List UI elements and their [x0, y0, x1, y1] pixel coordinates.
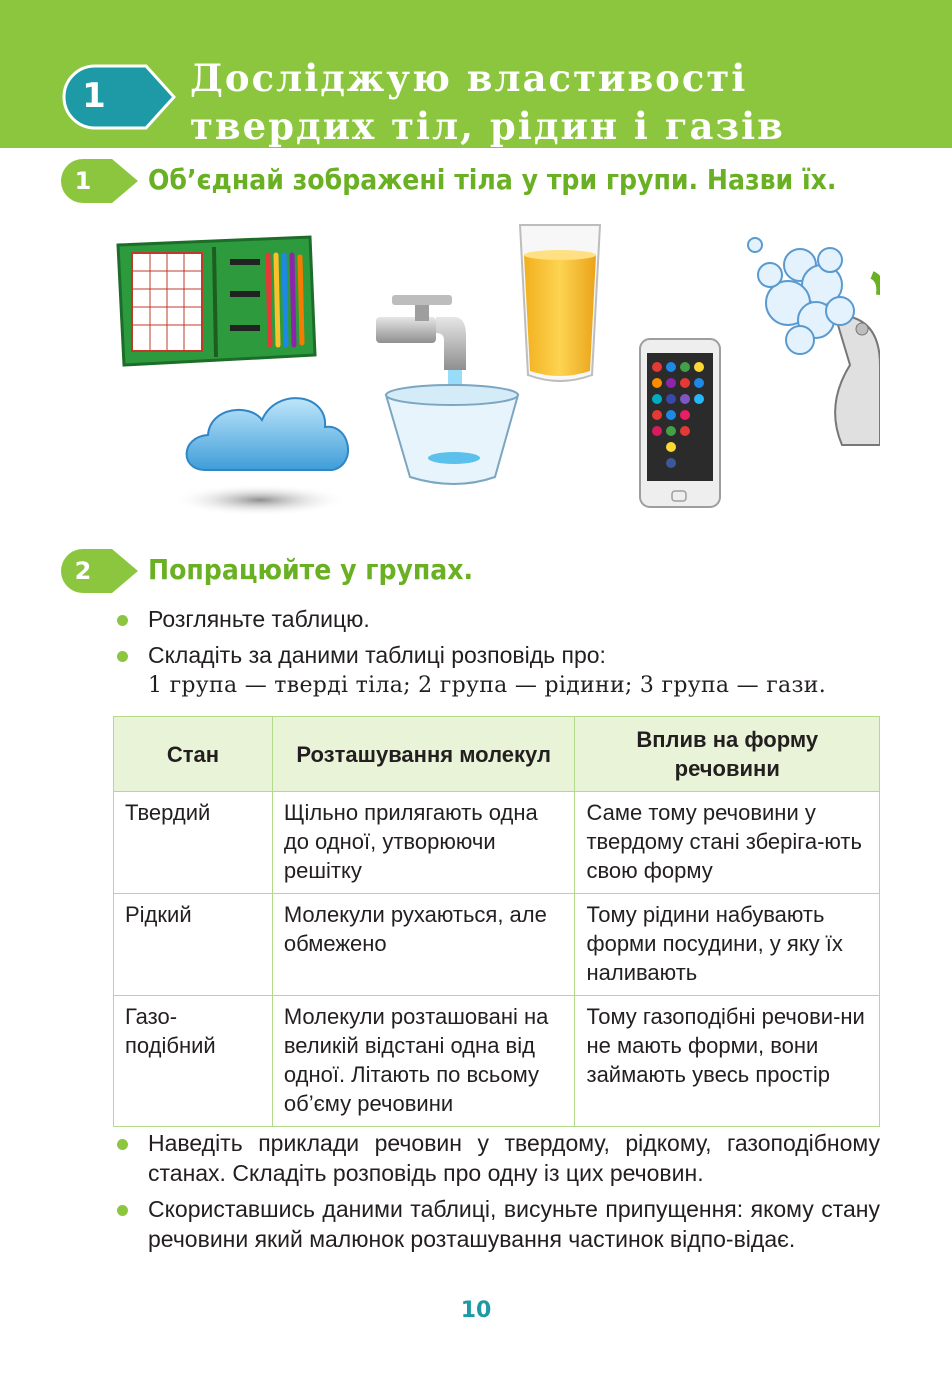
- lesson-title-line2: твердих тіл, рідин і газів: [190, 104, 785, 148]
- task-2-instructions: [115, 604, 880, 708]
- bullet-dot: [117, 1139, 128, 1150]
- cell-state: Газо-подібний: [114, 996, 273, 1127]
- cell-shape: Тому рідини набувають форми посудини, у яку їх наливають: [575, 894, 880, 996]
- bullet-dot: [117, 1205, 128, 1216]
- task-1-illustration: [110, 215, 880, 525]
- cell-molecules: Щільно прилягають одна до одної, утворюючи решітку: [272, 792, 575, 894]
- page-number: 10: [460, 1298, 492, 1323]
- pencil-case-picture: [118, 237, 315, 365]
- kettle-picture: [748, 238, 880, 445]
- task-2-number: 2: [74, 557, 92, 585]
- lesson-title: [190, 54, 930, 150]
- cell-state: Рідкий: [114, 894, 273, 996]
- column-header-molecules: Розташування молекул: [272, 717, 575, 792]
- instruction-item: [115, 1128, 880, 1188]
- lesson-header: [0, 0, 952, 148]
- task-1-heading: [60, 158, 860, 204]
- table-row: [114, 792, 880, 894]
- cell-molecules: Молекули рухаються, але обмежено: [272, 894, 575, 996]
- table-header-row: [114, 717, 880, 792]
- instruction-item: [115, 640, 880, 702]
- instruction-item: [115, 1194, 880, 1254]
- cell-shape: Саме тому речовини у твердому стані зберіга-ють свою форму: [575, 792, 880, 894]
- juice-glass-picture: [520, 225, 600, 381]
- task-2-heading: [60, 548, 560, 594]
- column-header-shape: Вплив на форму речовини: [575, 717, 880, 792]
- column-header-state: Стан: [114, 717, 273, 792]
- after-table-instructions: [115, 1128, 880, 1260]
- table-row: [114, 996, 880, 1127]
- instruction-text: Складіть за даними таблиці розповідь про:: [148, 642, 606, 668]
- instruction-text: Розгляньте таблицю.: [148, 606, 370, 632]
- task-1-number: 1: [74, 167, 92, 195]
- instruction-item: [115, 604, 880, 634]
- group-assignment-line: 1 група — тверді тіла; 2 група — рідини; 3 група — гази.: [148, 673, 827, 698]
- lesson-number: 1: [82, 76, 106, 116]
- task-1-text: Об’єднай зображені тіла у три групи. Назви їх.: [148, 163, 837, 196]
- cell-molecules: Молекули розташовані на великій відстані одна від одної. Літають по всьому об’єму речовини: [272, 996, 575, 1127]
- cell-state: Твердий: [114, 792, 273, 894]
- bullet-dot: [117, 651, 128, 662]
- cell-shape: Тому газоподібні речови-ни не мають форми, вони займають увесь простір: [575, 996, 880, 1127]
- bullet-dot: [117, 615, 128, 626]
- glass-bowl-picture: [386, 385, 518, 484]
- instruction-text: Наведіть приклади речовин у твердому, рідкому, газоподібному станах. Складіть розповідь про одну із цих речовин.: [148, 1130, 880, 1186]
- lesson-title-line1: Досліджую властивості: [190, 56, 748, 100]
- instruction-text: Скориставшись даними таблиці, висуньте припущення: якому стану речовини який малюнок розташування частинок відпо-відає.: [148, 1196, 880, 1252]
- states-of-matter-table: [113, 716, 880, 1127]
- smartphone-picture: [640, 339, 720, 507]
- cloud-picture: [172, 398, 348, 516]
- table-row: [114, 894, 880, 996]
- task-2-text: Попрацюйте у групах.: [148, 553, 474, 586]
